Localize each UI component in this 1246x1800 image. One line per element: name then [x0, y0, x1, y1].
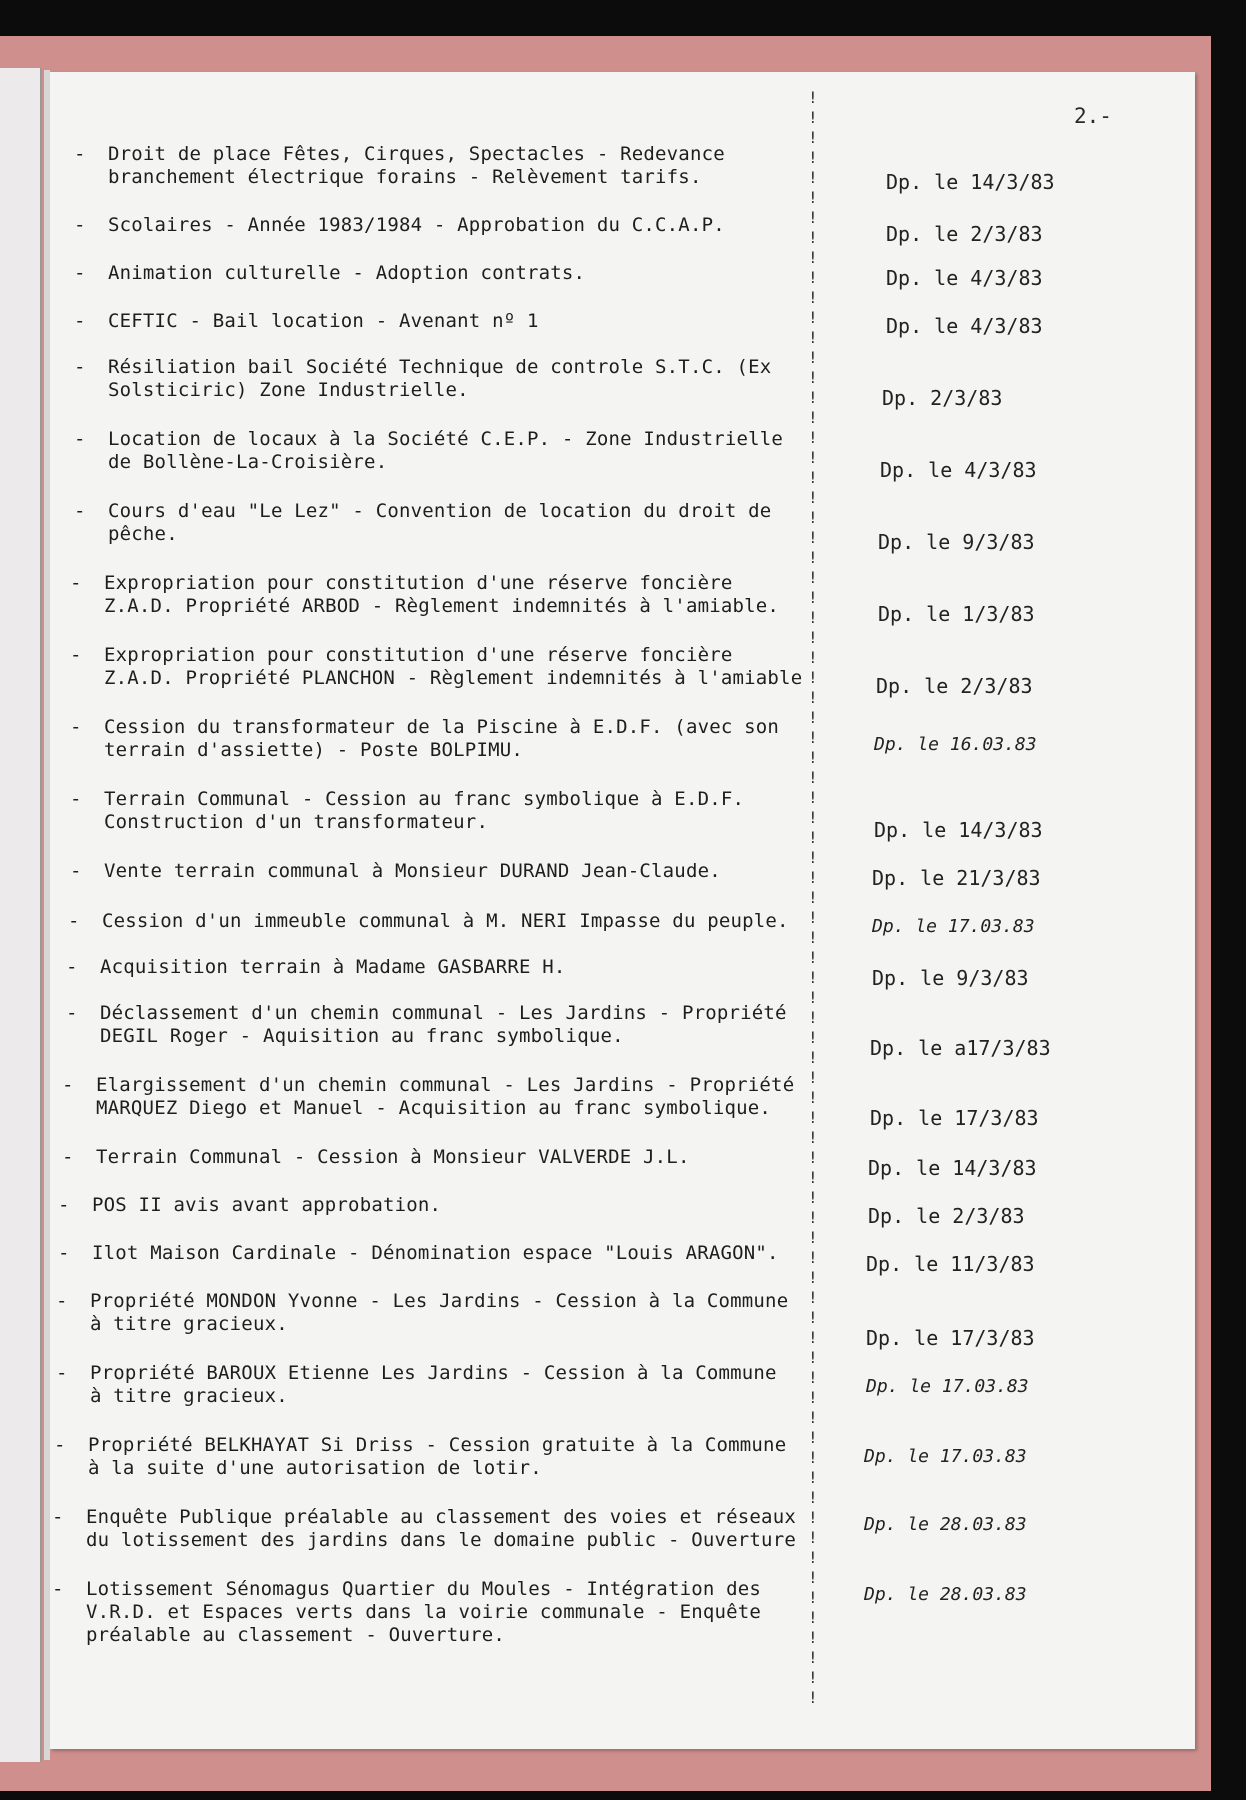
dispatch-date: Dp. le 17.03.83 — [872, 916, 1035, 937]
entry-text: Scolaires - Année 1983/1984 - Approbation du C.C.A.P. — [108, 214, 725, 236]
dispatch-date: Dp. le 2/3/83 — [868, 1204, 1025, 1228]
entry-text: Cession du transformateur de la Piscine à E.D.F. (avec son terrain d'assiette) - Poste BOLPIMU. — [104, 716, 780, 761]
entry-text: CEFTIC - Bail location - Avenant nº 1 — [108, 310, 539, 332]
bullet-dash: - — [58, 1242, 70, 1264]
dispatch-date: Dp. le 11/3/83 — [866, 1252, 1035, 1276]
entry-text: Cours d'eau "Le Lez" - Convention de location du droit de pêche. — [108, 500, 772, 545]
dispatch-date: Dp. le 28.03.83 — [864, 1514, 1027, 1535]
dispatch-date: Dp. le 14/3/83 — [874, 818, 1043, 842]
list-item — [68, 910, 828, 933]
dispatch-date: Dp. le 16.03.83 — [874, 734, 1037, 755]
entry-text: Animation culturelle - Adoption contrats. — [108, 262, 586, 284]
dispatch-date: Dp. le 28.03.83 — [864, 1584, 1027, 1605]
entry-text: Enquête Publique préalable au classement des voies et réseaux du lotissement des jardins dans le domaine public - Ouverture — [86, 1506, 796, 1551]
dispatch-date: Dp. le 4/3/83 — [880, 458, 1037, 482]
dispatch-date: Dp. le 9/3/83 — [878, 530, 1035, 554]
entry-text: Vente terrain communal à Monsieur DURAND Jean-Claude. — [104, 860, 721, 882]
entry-text: Propriété MONDON Yvonne - Les Jardins - Cession à la Commune à titre gracieux. — [90, 1290, 789, 1335]
previous-page-edge — [0, 68, 42, 1762]
list-item — [56, 1290, 816, 1336]
bullet-dash: - — [58, 1194, 70, 1216]
entry-text: Expropriation pour constitution d'une réserve foncière Z.A.D. Propriété PLANCHON - Règlement indemnités à l'amiable — [104, 644, 803, 689]
list-item — [74, 356, 834, 402]
bullet-dash: - — [70, 644, 82, 666]
entry-text: Terrain Communal - Cession au franc symbolique à E.D.F. Construction d'un transformateur. — [104, 788, 745, 833]
entry-text: Ilot Maison Cardinale - Dénomination espace "Louis ARAGON". — [92, 1242, 779, 1264]
bullet-dash: - — [66, 1002, 78, 1024]
bullet-dash: - — [74, 500, 86, 522]
list-item — [52, 1578, 812, 1647]
entry-text: Propriété BELKHAYAT Si Driss - Cession gratuite à la Commune à la suite d'une autorisation de lotir. — [88, 1434, 787, 1479]
entry-text: Terrain Communal - Cession à Monsieur VALVERDE J.L. — [96, 1146, 690, 1168]
list-item — [70, 716, 830, 762]
bullet-dash: - — [74, 310, 86, 332]
dispatch-date: Dp. le 1/3/83 — [878, 602, 1035, 626]
entry-text: Acquisition terrain à Madame GASBARRE H. — [100, 956, 566, 978]
dispatch-date: Dp. le 2/3/83 — [886, 222, 1043, 246]
bullet-dash: - — [62, 1074, 74, 1096]
entry-text: Expropriation pour constitution d'une réserve foncière Z.A.D. Propriété ARBOD - Règlement indemnités à l'amiable. — [104, 572, 780, 617]
list-item — [74, 214, 834, 237]
entry-text: Location de locaux à la Société C.E.P. - Zone Industrielle de Bollène-La-Croisière. — [108, 428, 784, 473]
list-item — [70, 644, 830, 690]
bullet-dash: - — [68, 910, 80, 932]
dispatch-date: Dp. le a17/3/83 — [870, 1036, 1051, 1060]
bullet-dash: - — [70, 572, 82, 594]
dispatch-date: Dp. le 9/3/83 — [872, 966, 1029, 990]
bullet-dash: - — [74, 214, 86, 236]
list-item — [74, 428, 834, 474]
dispatch-date: Dp. le 17.03.83 — [864, 1446, 1027, 1467]
dispatch-date: Dp. le 21/3/83 — [872, 866, 1041, 890]
bullet-dash: - — [70, 860, 82, 882]
list-item — [70, 788, 830, 834]
bullet-dash: - — [74, 143, 86, 165]
bullet-dash: - — [74, 356, 86, 378]
bullet-dash: - — [56, 1290, 68, 1312]
bullet-dash: - — [74, 262, 86, 284]
dispatch-date: Dp. le 17/3/83 — [870, 1106, 1039, 1130]
list-item — [62, 1074, 822, 1120]
list-item — [58, 1194, 818, 1217]
bullet-dash: - — [52, 1578, 64, 1600]
entry-text: Lotissement Sénomagus Quartier du Moules - Intégration des V.R.D. et Espaces verts dans la voirie communale - Enquête préalable au classement - Ouverture. — [86, 1578, 762, 1646]
dispatch-date: Dp. le 17/3/83 — [866, 1326, 1035, 1350]
list-item — [70, 572, 830, 618]
list-item — [74, 143, 834, 189]
list-item — [58, 1242, 818, 1265]
list-item — [74, 310, 834, 333]
bullet-dash: - — [70, 788, 82, 810]
bullet-dash: - — [74, 428, 86, 450]
dispatch-date: Dp. le 14/3/83 — [868, 1156, 1037, 1180]
dispatch-date: Dp. le 4/3/83 — [886, 266, 1043, 290]
bullet-dash: - — [62, 1146, 74, 1168]
dispatch-date: Dp. le 4/3/83 — [886, 314, 1043, 338]
entry-text: Déclassement d'un chemin communal - Les Jardins - Propriété DEGIL Roger - Aquisition au franc symbolique. — [100, 1002, 787, 1047]
bullet-dash: - — [70, 716, 82, 738]
entry-text: Elargissement d'un chemin communal - Les Jardins - Propriété MARQUEZ Diego et Manuel - Acquisition au franc symbolique. — [96, 1074, 795, 1119]
entry-text: POS II avis avant approbation. — [92, 1194, 442, 1216]
bullet-dash: - — [56, 1362, 68, 1384]
dispatch-date: Dp. le 17.03.83 — [866, 1376, 1029, 1397]
dispatch-date: Dp. le 14/3/83 — [886, 170, 1055, 194]
bullet-dash: - — [52, 1506, 64, 1528]
list-item — [52, 1506, 812, 1552]
bullet-dash: - — [66, 956, 78, 978]
entry-text: Propriété BAROUX Etienne Les Jardins - Cession à la Commune à titre gracieux. — [90, 1362, 777, 1407]
list-item — [62, 1146, 822, 1169]
list-item — [74, 500, 834, 546]
bullet-dash: - — [54, 1434, 66, 1456]
entry-text: Droit de place Fêtes, Cirques, Spectacles - Redevance branchement électrique forains - Relèvement tarifs. — [108, 143, 725, 188]
list-item — [66, 1002, 826, 1048]
column-separator: ! ! ! ! ! ! ! ! ! ! ! ! ! ! ! ! ! ! ! ! ! ! ! ! ! ! ! ! ! ! ! ! ! ! ! ! ! ! ! ! ! ! ! ! ! ! ! ! ! ! ! ! ! ! ! ! ! ! ! ! ! ! ! ! ! ! ! ! ! ! ! ! ! ! ! ! ! ! ! ! ! — [808, 88, 818, 1707]
list-item — [66, 956, 826, 979]
list-item — [54, 1434, 814, 1480]
entry-text: Résiliation bail Société Technique de controle S.T.C. (Ex Solsticiric) Zone Industrielle. — [108, 356, 772, 401]
list-item — [56, 1362, 816, 1408]
dispatch-date: Dp. 2/3/83 — [882, 386, 1003, 410]
list-item — [74, 262, 834, 285]
dispatch-date: Dp. le 2/3/83 — [876, 674, 1033, 698]
list-item — [70, 860, 830, 883]
entry-text: Cession d'un immeuble communal à M. NERI Impasse du peuple. — [102, 910, 789, 932]
page-number: 2.- — [1074, 104, 1112, 128]
